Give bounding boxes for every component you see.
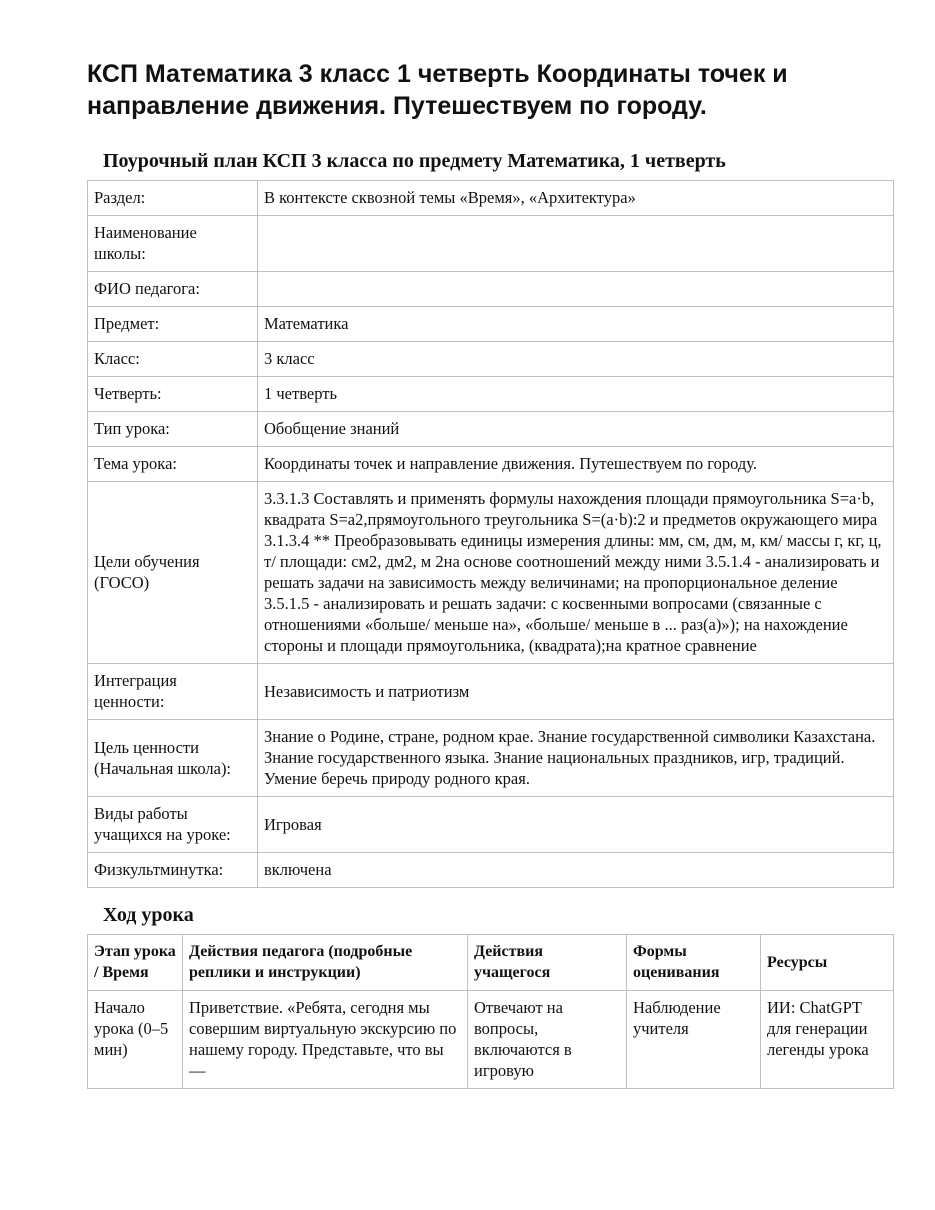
table-row xyxy=(88,216,894,272)
info-label: Виды работы учащихся на уроке: xyxy=(88,797,258,853)
info-value: 3 класс xyxy=(258,342,894,377)
table-row xyxy=(88,447,894,482)
column-header-assessment: Формы оценивания xyxy=(627,935,761,991)
info-label: Тема урока: xyxy=(88,447,258,482)
column-header-teacher-actions: Действия педагога (подробные реплики и инструкции) xyxy=(183,935,468,991)
lesson-info-table xyxy=(87,180,894,888)
table-cell: Отвечают на вопросы, включаются в игровую xyxy=(468,991,627,1089)
info-label: Раздел: xyxy=(88,181,258,216)
document-title: КСП Математика 3 класс 1 четверть Координаты точек и направление движения. Путешествуем по городу. xyxy=(87,60,788,120)
info-label: Наименование школы: xyxy=(88,216,258,272)
table-row xyxy=(88,412,894,447)
info-label: Тип урока: xyxy=(88,412,258,447)
info-value: Независимость и патриотизм xyxy=(258,664,894,720)
table-cell: ИИ: ChatGPT для генерации легенды урока xyxy=(761,991,894,1089)
table-cell: Начало урока (0–5 мин) xyxy=(88,991,183,1089)
table-row xyxy=(88,991,894,1089)
info-value: Обобщение знаний xyxy=(258,412,894,447)
info-value: В контексте сквозной темы «Время», «Архитектура» xyxy=(258,181,894,216)
info-label: Физкультминутка: xyxy=(88,853,258,888)
info-label: ФИО педагога: xyxy=(88,272,258,307)
info-value: 1 четверть xyxy=(258,377,894,412)
table-header-row xyxy=(88,935,894,991)
info-value: включена xyxy=(258,853,894,888)
info-value xyxy=(258,216,894,272)
table-row xyxy=(88,853,894,888)
table-row xyxy=(88,720,894,797)
info-label: Цели обучения (ГОСО) xyxy=(88,482,258,664)
info-value: Координаты точек и направление движения. Путешествуем по городу. xyxy=(258,447,894,482)
info-value: 3.3.1.3 Составлять и применять формулы нахождения площади прямоугольника S=a·b, квадрата S=a2,прямоугольного треугольника S=(a·b):2 и предметов окружающего мира 3.1.3.4 ** Преобразовывать единицы измерения длины: мм, см, дм, м, км/ массы г, кг, ц, т/ площади: см2, дм2, м 2на основе соотношений между ними 3.5.1.4 - анализировать и решать задачи на зависимость между величинами; на пропорциональное деление 3.5.1.5 - анализировать и решать задачи: с косвенными вопросами (связанные с отношениями «больше/ меньше на», «больше/ меньше в ... раз(а)»); на нахождение стороны и площади прямоугольника, (квадрата);на кратное сравнение xyxy=(258,482,894,664)
lesson-heading: Ход урока xyxy=(103,904,194,926)
info-value: Игровая xyxy=(258,797,894,853)
column-header-stage: Этап урока / Время xyxy=(88,935,183,991)
info-label: Интеграция ценности: xyxy=(88,664,258,720)
table-row xyxy=(88,377,894,412)
lesson-flow-table xyxy=(87,934,894,1089)
info-value: Знание о Родине, стране, родном крае. Знание государственной символики Казахстана. Знание государственного языка. Знание национальных праздников, игр, традиций. Умение беречь природу родного края. xyxy=(258,720,894,797)
table-cell: Наблюдение учителя xyxy=(627,991,761,1089)
table-row xyxy=(88,342,894,377)
table-row xyxy=(88,307,894,342)
info-value: Математика xyxy=(258,307,894,342)
table-row xyxy=(88,664,894,720)
info-label: Предмет: xyxy=(88,307,258,342)
document-page xyxy=(87,58,893,1089)
table-row xyxy=(88,482,894,664)
info-value xyxy=(258,272,894,307)
plan-heading: Поурочный план КСП 3 класса по предмету Математика, 1 четверть xyxy=(103,150,726,172)
table-row xyxy=(88,272,894,307)
table-row xyxy=(88,797,894,853)
column-header-resources: Ресурсы xyxy=(761,935,894,991)
info-label: Класс: xyxy=(88,342,258,377)
info-label: Цель ценности (Начальная школа): xyxy=(88,720,258,797)
table-row xyxy=(88,181,894,216)
column-header-student-actions: Действия учащегося xyxy=(468,935,627,991)
info-label: Четверть: xyxy=(88,377,258,412)
table-cell: Приветствие. «Ребята, сегодня мы совершим виртуальную экскурсию по нашему городу. Представьте, что вы — xyxy=(183,991,468,1089)
